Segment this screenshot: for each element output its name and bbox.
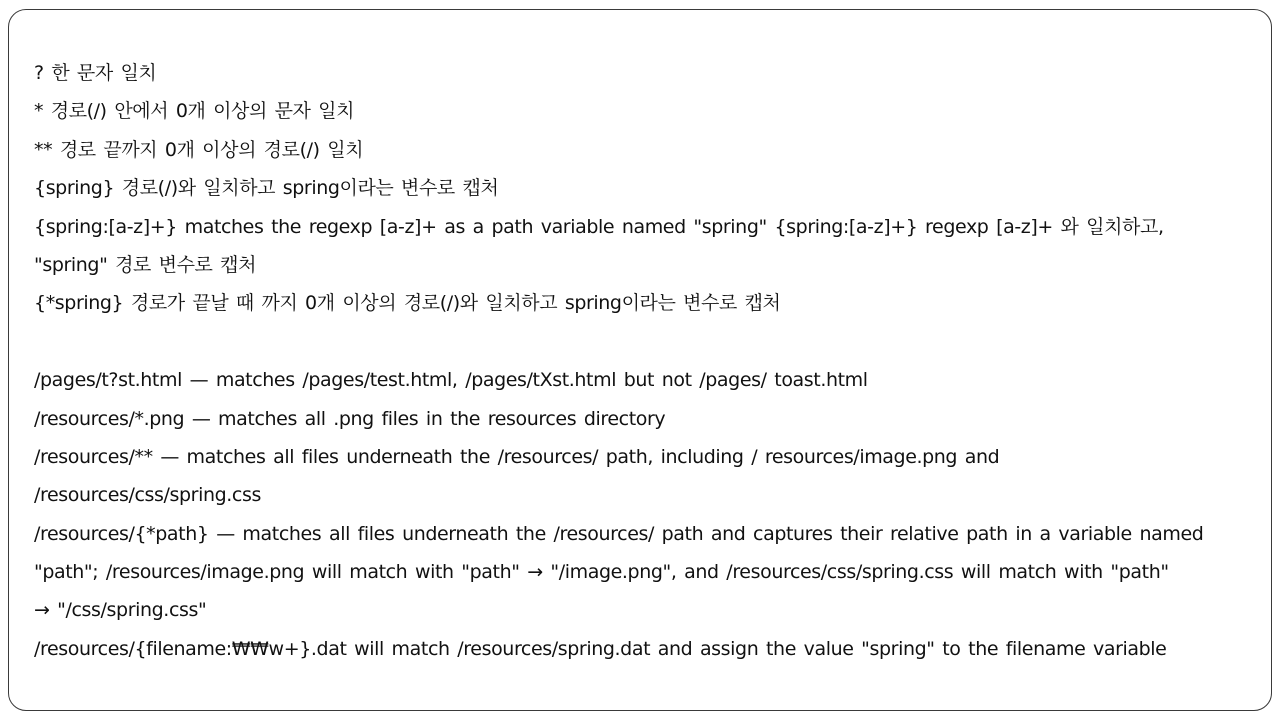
rule-line-capture-rest: {*spring} 경로가 끝날 때 까지 0개 이상의 경로(/)와 일치하고 spring이라는 변수로 캡처 [34, 292, 781, 315]
example-line-path-cont: "path"; /resources/image.png will match with "path" → "/image.png", and /resources/css/spring.css will match with "path" [34, 561, 1169, 584]
example-line-path: /resources/{*path} — matches all files underneath the /resources/ path and captures their relative path in a variable named [34, 522, 1204, 545]
rule-line-regexp: {spring:[a-z]+} matches the regexp [a-z]+ as a path variable named "spring" {spring:[a-z]+} regexp [a-z]+ 와 일치하고, [34, 215, 1164, 238]
blank-line [34, 323, 1249, 361]
rule-line-regexp-cont: "spring" 경로 변수로 캡처 [34, 253, 257, 276]
rule-line-star: * 경로(/) 안에서 0개 이상의 문자 일치 [34, 100, 355, 123]
example-line-tst: /pages/t?st.html — matches /pages/test.html, /pages/tXst.html but not /pages/ toast.html [34, 369, 868, 392]
rule-line-double-star: ** 경로 끝까지 0개 이상의 경로(/) 일치 [34, 138, 364, 161]
rule-line-single-char: ? 한 문자 일치 [34, 62, 157, 84]
slide-content [34, 54, 1249, 668]
example-line-png: /resources/*.png — matches all .png files in the resources directory [34, 407, 666, 430]
rule-line-capture: {spring} 경로(/)와 일치하고 spring이라는 변수로 캡처 [34, 177, 499, 200]
example-line-double-star-cont: /resources/css/spring.css [34, 484, 261, 507]
example-line-filename: /resources/{filename:₩₩w+}.dat will match /resources/spring.dat and assign the value "spring" to the filename variable [34, 637, 1167, 660]
example-line-double-star: /resources/** — matches all files underneath the /resources/ path, including / resources/image.png and [34, 445, 1000, 468]
example-line-path-cont2: → "/css/spring.css" [34, 599, 207, 622]
